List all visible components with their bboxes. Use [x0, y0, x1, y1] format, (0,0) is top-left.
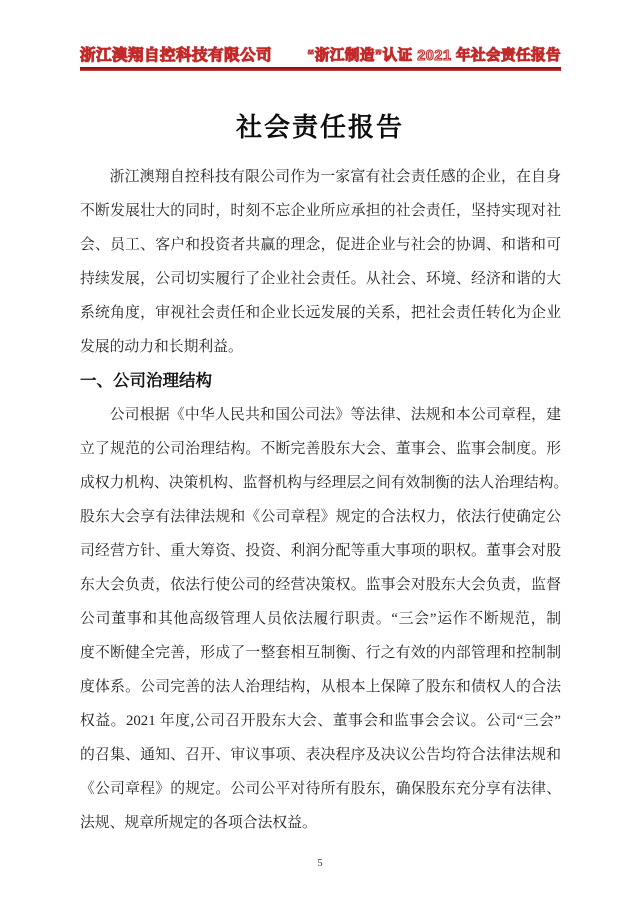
- page-header: [80, 43, 561, 65]
- text-line: 浙江澳翔自控科技有限公司作为一家富有社会责任感的企业，在自身: [109, 169, 561, 185]
- text-line: 法规、规章所规定的各项合法权益。: [80, 815, 317, 831]
- text-line: 司经营方针、重大筹资、投资、利润分配等重大事项的职权。董事会对股: [80, 543, 561, 559]
- paragraph-intro: [80, 160, 561, 364]
- text-line: 的召集、通知、召开、审议事项、表决程序及决议公告均符合法律法规和: [80, 747, 561, 763]
- text-line: 会、员工、客户和投资者共赢的理念，促进企业与社会的协调、和谐和可: [80, 237, 561, 253]
- text-line: 系统角度，审视社会责任和企业长远发展的关系，把社会责任转化为企业: [80, 305, 561, 321]
- text-line: 公司根据《中华人民共和国公司法》等法律、法规和本公司章程，建: [109, 407, 561, 423]
- text-line: 权益。2021 年度,公司召开股东大会、董事会和监事会会议。公司“三会”: [80, 713, 561, 729]
- text-line: 度体系。公司完善的法人治理结构，从根本上保障了股东和债权人的合法: [80, 679, 561, 695]
- document-body: [80, 160, 569, 840]
- document-title: 社会责任报告: [235, 112, 404, 142]
- paragraph-governance: [80, 398, 569, 840]
- text-line: 公司董事和其他高级管理人员依法履行职责。“三会”运作不断规范，制: [80, 611, 561, 627]
- text-line: 《公司章程》的规定。公司公平对待所有股东，确保股东充分享有法律、: [80, 781, 561, 797]
- text-line: 成权力机构、决策机构、监督机构与经理层之间有效制衡的法人治理结构。: [80, 475, 569, 491]
- text-line: 东大会负责，依法行使公司的经营决策权。监事会对股东大会负责，监督: [80, 577, 561, 593]
- header-company-name: 浙江澳翔自控科技有限公司: [80, 47, 273, 64]
- text-line: 发展的动力和长期利益。: [80, 339, 243, 355]
- header-report-title: “浙江制造”认证 2021 年社会责任报告: [307, 48, 561, 64]
- section-heading-governance: 一、公司治理结构: [80, 372, 212, 390]
- text-line: 股东大会享有法律法规和《公司章程》规定的合法权力，依法行使确定公: [80, 509, 561, 525]
- text-line: 立了规范的公司治理结构。不断完善股东大会、董事会、监事会制度。形: [80, 441, 561, 457]
- text-line: 持续发展，公司切实履行了企业社会责任。从社会、环境、经济和谐的大: [80, 271, 561, 287]
- page-number: 5: [317, 858, 323, 869]
- text-line: 不断发展壮大的同时，时刻不忘企业所应承担的社会责任，坚持实现对社: [80, 203, 561, 219]
- text-line: 度不断健全完善，形成了一整套相互制衡、行之有效的内部管理和控制制: [80, 645, 561, 661]
- header-rule-line: [80, 67, 561, 71]
